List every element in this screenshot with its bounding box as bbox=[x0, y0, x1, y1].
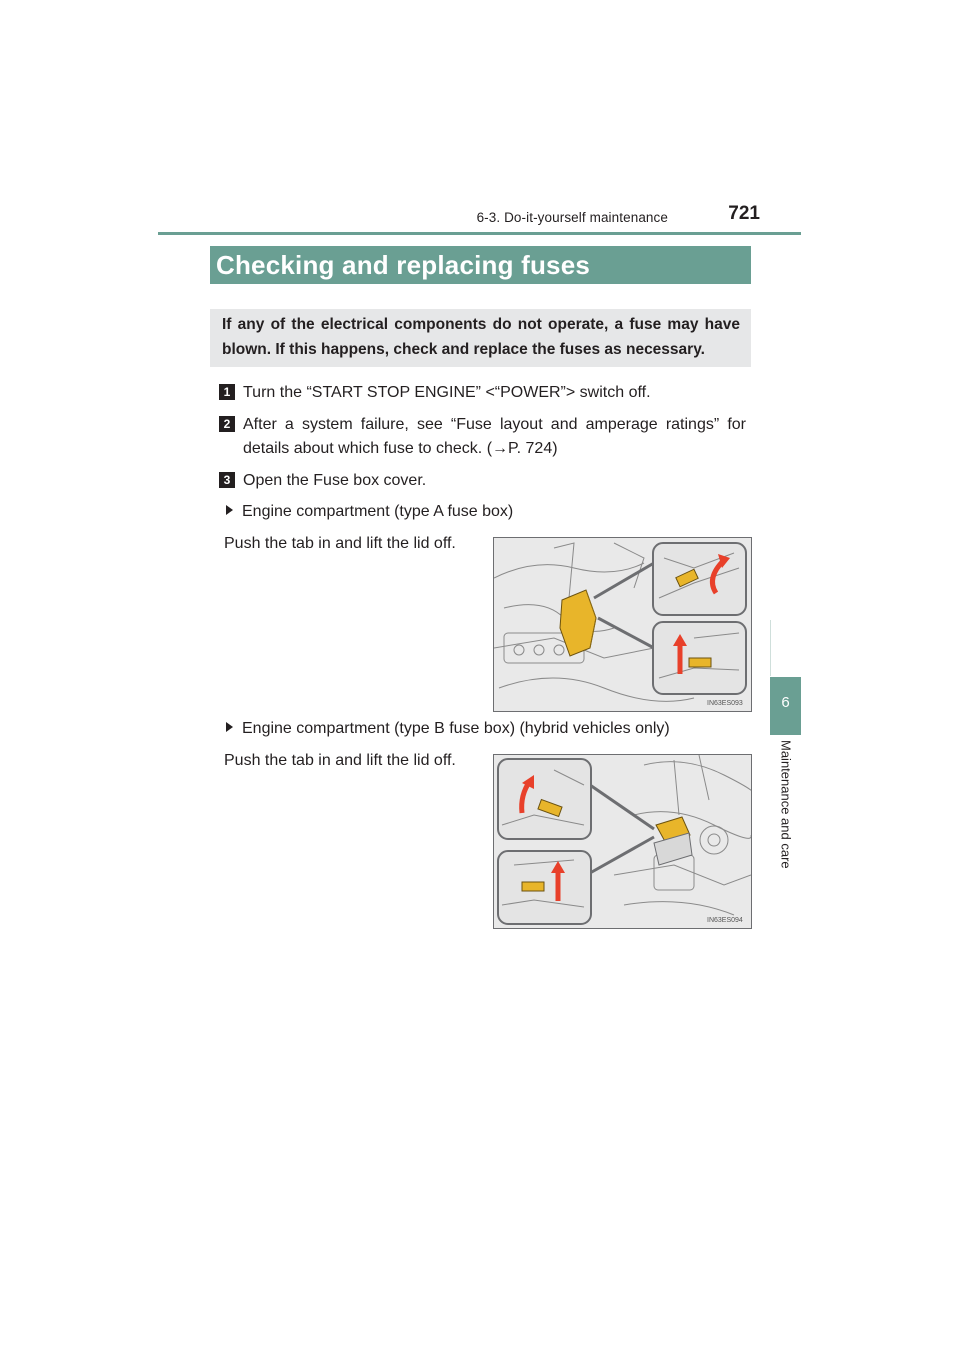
fuse-box-a-illustration bbox=[493, 537, 752, 712]
engine-compartment-b-drawing bbox=[494, 755, 751, 928]
step-number: 2 bbox=[219, 416, 235, 432]
engine-compartment-a-drawing bbox=[494, 538, 751, 711]
page-number: 721 bbox=[728, 203, 760, 224]
step-number: 1 bbox=[219, 384, 235, 400]
step-text: After a system failure, see “Fuse layout and amperage ratings” for details about which fuse to check. (→P. 724) bbox=[243, 416, 746, 457]
chapter-number-tab[interactable]: 6 bbox=[770, 677, 801, 735]
instruction-text: Push the tab in and lift the lid off. bbox=[224, 752, 456, 769]
step-text: Open the Fuse box cover. bbox=[243, 472, 427, 489]
triangle-bullet-icon bbox=[226, 722, 233, 732]
instruction-text: Push the tab in and lift the lid off. bbox=[224, 535, 456, 552]
intro-text: If any of the electrical components do not operate, a fuse may have blown. If this happens, check and replace the fuses as necessary. bbox=[222, 316, 740, 358]
header-rule bbox=[158, 232, 801, 235]
subsection-heading: Engine compartment (type B fuse box) (hybrid vehicles only) bbox=[226, 717, 756, 741]
fuse-box-b-illustration bbox=[493, 754, 752, 929]
side-tab-line bbox=[770, 620, 802, 676]
triangle-bullet-icon bbox=[226, 505, 233, 515]
step-number: 3 bbox=[219, 472, 235, 488]
chapter-title: Maintenance and care bbox=[778, 740, 793, 869]
page-title: Checking and replacing fuses bbox=[216, 250, 591, 280]
step-text: Turn the “START STOP ENGINE” <“POWER”> switch off. bbox=[243, 384, 651, 401]
section-title: 6-3. Do-it-yourself maintenance bbox=[476, 210, 668, 225]
chapter-title-tab[interactable] bbox=[770, 740, 801, 890]
subsection-heading: Engine compartment (type A fuse box) bbox=[226, 500, 756, 524]
figure-code: IN63ES093 bbox=[707, 700, 743, 707]
figure-code: IN63ES094 bbox=[707, 917, 743, 924]
